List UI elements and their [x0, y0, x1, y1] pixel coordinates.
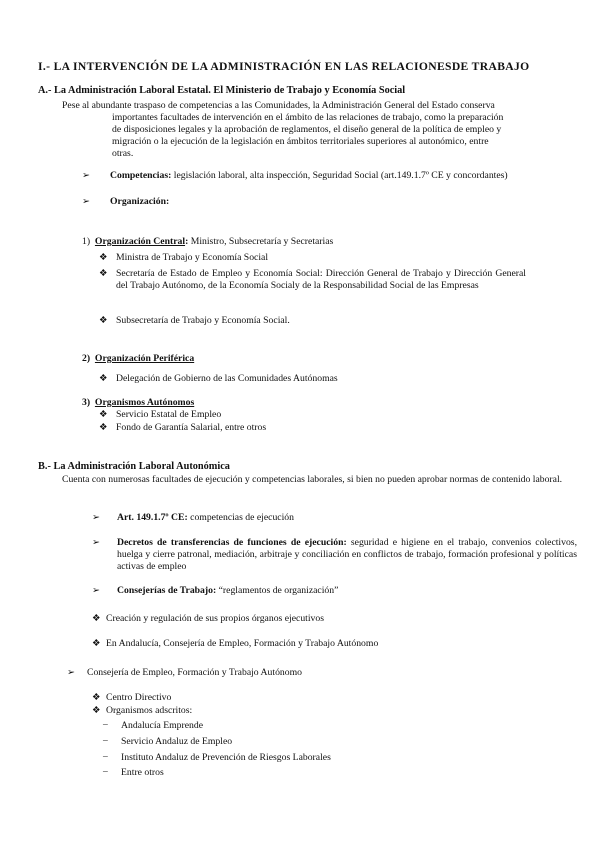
art-text: competencias de ejecución	[187, 512, 294, 523]
arrow-bullet-icon: ➢	[92, 586, 100, 596]
arrow-bullet-icon: ➢	[92, 513, 100, 523]
arrow-bullet-icon: ➢	[92, 538, 100, 548]
decretos-text: seguridad e higiene en el trabajo, convenios colectivos, huelga y cierre patronal, mediación, arbitraje y conciliación en conflictos de trabajo, formación profesional y políticas activas de empleo	[117, 537, 578, 572]
dash-bullet-icon: –	[103, 752, 108, 762]
section-a-paragraph	[62, 100, 562, 160]
competencias-line	[110, 170, 508, 182]
diamond-bullet-icon: ❖	[92, 693, 101, 703]
para-line: migración o la ejecución de la legislación en ámbitos territoriales superiores al autonómico, entre	[112, 136, 489, 147]
org-central-label: Organización Central	[94, 236, 186, 247]
dash-bullet-icon: –	[103, 736, 108, 746]
para-line: Pese al abundante traspaso de competencias a las Comunidades, la Administración General del Estado conserva	[62, 100, 495, 111]
consejeria-line: Consejería de Empleo, Formación y Trabajo Autónomo	[87, 667, 302, 678]
org-autonomos-line	[82, 397, 194, 409]
diamond-bullet-icon: ❖	[99, 410, 108, 420]
dash-bullet-icon: –	[103, 767, 108, 777]
org-central-text: Ministro, Subsecretaría y Secretarias	[188, 236, 334, 247]
list-item: Servicio Andaluz de Empleo	[121, 736, 233, 747]
list-item: Ministra de Trabajo y Economía Social	[116, 252, 269, 263]
competencias-text: legislación laboral, alta inspección, Seguridad Social (art.149.1.7º CE y concordantes)	[171, 170, 508, 181]
list-number: 3)	[82, 397, 91, 408]
para-line: importantes facultades de intervención en el ámbito de las relaciones de trabajo, como la preparación	[112, 112, 504, 123]
decretos-paragraph	[117, 537, 577, 573]
list-item: Andalucía Emprende	[121, 720, 204, 731]
para-line: de disposiciones legales y la aprobación de reglamentos, el diseño general de la política de empleo y	[112, 124, 502, 135]
list-item: Centro Directivo	[106, 692, 172, 703]
list-item: Subsecretaría de Trabajo y Economía Social.	[116, 315, 290, 326]
page-title: I.- LA INTERVENCIÓN DE LA ADMINISTRACIÓN EN LAS RELACIONESDE TRABAJO	[38, 60, 530, 73]
list-item: Fondo de Garantía Salarial, entre otros	[116, 422, 267, 433]
diamond-bullet-icon: ❖	[99, 374, 108, 384]
section-a-heading: A.- La Administración Laboral Estatal. El Ministerio de Trabajo y Economía Social	[38, 85, 406, 96]
diamond-bullet-icon: ❖	[92, 706, 101, 716]
org-periferica-line	[82, 353, 194, 365]
section-b-paragraph: Cuenta con numerosas facultades de ejecución y competencias laborales, si bien no pueden aprobar normas de contenido laboral.	[62, 474, 563, 485]
arrow-bullet-icon: ➢	[82, 171, 90, 181]
competencias-label: Competencias:	[110, 170, 172, 181]
list-item: Delegación de Gobierno de las Comunidades Autónomas	[116, 373, 338, 384]
organizacion-label: Organización:	[110, 196, 170, 207]
consejerias-line	[117, 585, 338, 597]
diamond-bullet-icon: ❖	[92, 614, 101, 624]
arrow-bullet-icon: ➢	[67, 668, 75, 678]
consejerias-quote: “reglamentos de organización”	[216, 585, 339, 596]
diamond-bullet-icon: ❖	[99, 316, 108, 326]
art-label: Art. 149.1.7º CE:	[117, 512, 188, 523]
arrow-bullet-icon: ➢	[82, 197, 90, 207]
org-central-line	[82, 236, 333, 248]
list-item: Creación y regulación de sus propios órganos ejecutivos	[106, 613, 325, 624]
consejerias-label: Consejerías de Trabajo:	[117, 585, 217, 596]
section-b-heading: B.- La Administración Laboral Autonómica	[38, 461, 230, 472]
diamond-bullet-icon: ❖	[99, 253, 108, 263]
diamond-bullet-icon: ❖	[99, 423, 108, 433]
list-item: Entre otros	[121, 767, 164, 778]
list-number: 1)	[82, 236, 91, 247]
list-item: Servicio Estatal de Empleo	[116, 409, 222, 420]
list-number: 2)	[82, 353, 91, 364]
art-line	[117, 512, 294, 524]
org-periferica-label: Organización Periférica	[94, 353, 195, 364]
list-item: En Andalucía, Consejería de Empleo, Formación y Trabajo Autónomo	[106, 638, 379, 649]
colon: :	[185, 236, 189, 247]
list-item: Organismos adscritos:	[106, 705, 193, 716]
list-item: Secretaría de Estado de Empleo y Economía Social: Dirección General de Trabajo y Dirección General del Trabajo Autónomo, de la Economía Socialy de la Responsabilidad Social de las Empresas	[116, 268, 526, 291]
diamond-bullet-icon: ❖	[92, 639, 101, 649]
decretos-label: Decretos de transferencias de funciones de ejecución:	[117, 537, 347, 548]
dash-bullet-icon: –	[103, 720, 108, 730]
para-line: otras.	[112, 148, 134, 159]
list-item: Instituto Andaluz de Prevención de Riesgos Laborales	[121, 752, 331, 763]
org-autonomos-label: Organismos Autónomos	[94, 397, 195, 408]
diamond-bullet-icon: ❖	[99, 269, 108, 279]
